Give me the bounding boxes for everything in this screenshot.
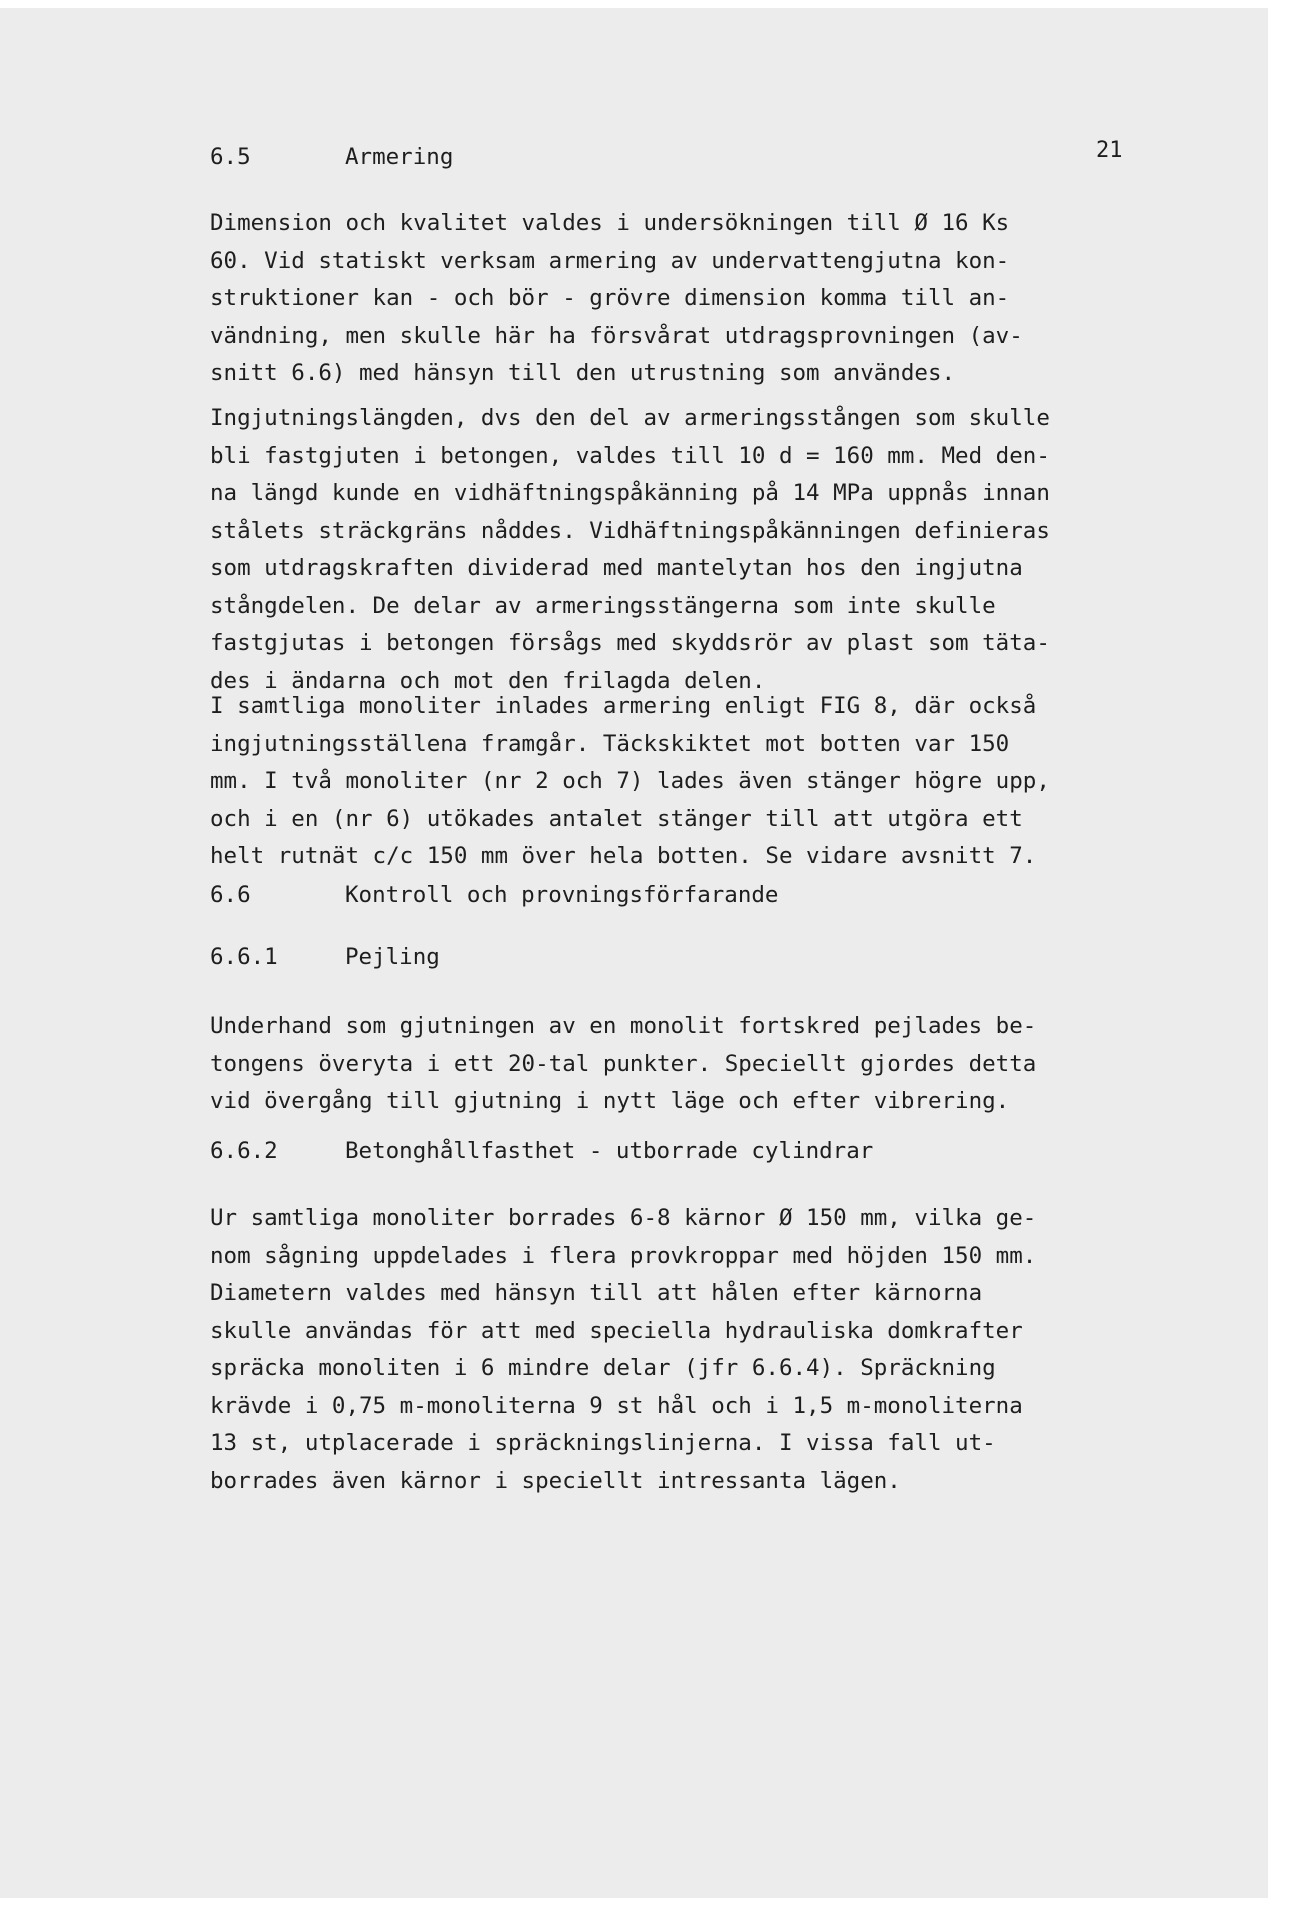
text-line: stålets sträckgräns nåddes. Vidhäftningspåkänningen definieras	[210, 517, 1050, 544]
text-line: spräcka monoliten i 6 mindre delar (jfr 6.6.4). Spräckning	[210, 1355, 996, 1381]
text-line: skulle användas för att med speciella hydrauliska domkrafter	[210, 1317, 1023, 1344]
text-line: stångdelen. De delar av armeringsstängerna som inte skulle	[210, 592, 996, 619]
section-number: 6.6.1	[210, 944, 278, 970]
section-number: 6.5	[210, 144, 251, 170]
text-line: borrades även kärnor i speciellt intressanta lägen.	[210, 1467, 901, 1494]
section-title: Kontroll och provningsförfarande	[345, 882, 779, 908]
text-line: Diametern valdes med hänsyn till att hålen efter kärnorna	[210, 1280, 983, 1306]
section-title: Armering	[345, 144, 454, 170]
text-line: Ur samtliga monoliter borrades 6-8 kärnor Ø 150 mm, vilka ge-	[210, 1205, 1037, 1231]
text-line: ingjutningsställena framgår. Täckskiktet mot botten var 150	[210, 730, 1010, 757]
section-number: 6.6.2	[210, 1138, 278, 1164]
section-title: Pejling	[345, 944, 440, 970]
section-heading-6-5	[210, 144, 453, 170]
text-line: krävde i 0,75 m-monoliterna 9 st hål och i 1,5 m-monoliterna	[210, 1392, 1023, 1419]
text-line: Ingjutningslängden, dvs den del av armeringsstången som skulle	[210, 405, 1050, 431]
text-line: vändning, men skulle här ha försvårat utdragsprovningen (av-	[210, 322, 1023, 349]
text-line: 60. Vid statiskt verksam armering av undervattengjutna kon-	[210, 247, 1010, 274]
text-line: struktioner kan - och bör - grövre dimension komma till an-	[210, 285, 1010, 311]
paragraph-monoliter-armering	[210, 688, 1050, 876]
paragraph-pejling	[210, 1008, 1040, 1121]
page-number: 21	[1096, 138, 1123, 163]
text-line: och i en (nr 6) utökades antalet stänger till att utgöra ett	[210, 805, 1023, 832]
text-line: nom sågning uppdelades i flera provkroppar med höjden 150 mm.	[210, 1242, 1037, 1269]
paragraph-dimension	[210, 205, 1040, 393]
section-title: Betonghållfasthet - utborrade cylindrar	[345, 1138, 874, 1164]
text-line: helt rutnät c/c 150 mm över hela botten. Se vidare avsnitt 7.	[210, 843, 1037, 869]
text-line: Dimension och kvalitet valdes i undersökningen till Ø 16 Ks	[210, 210, 1010, 236]
paragraph-ingjutningslangd	[210, 400, 1050, 700]
section-heading-6-6-1	[210, 944, 440, 970]
section-number: 6.6	[210, 882, 251, 908]
section-heading-6-6	[210, 882, 778, 908]
text-line: snitt 6.6) med hänsyn till den utrustning som användes.	[210, 360, 956, 386]
text-line: 13 st, utplacerade i spräckningslinjerna. I vissa fall ut-	[210, 1430, 996, 1456]
paragraph-betonghallfasthet	[210, 1200, 1040, 1500]
text-line: I samtliga monoliter inlades armering enligt FIG 8, där också	[210, 693, 1037, 719]
text-line: Underhand som gjutningen av en monolit fortskred pejlades be-	[210, 1013, 1037, 1039]
text-line: vid övergång till gjutning i nytt läge och efter vibrering.	[210, 1088, 1010, 1114]
section-heading-6-6-2	[210, 1138, 873, 1164]
text-line: fastgjutas i betongen försågs med skyddsrör av plast som täta-	[210, 630, 1050, 656]
text-line: mm. I två monoliter (nr 2 och 7) lades även stänger högre upp,	[210, 768, 1050, 794]
text-line: som utdragskraften dividerad med mantelytan hos den ingjutna	[210, 555, 1023, 581]
text-line: bli fastgjuten i betongen, valdes till 10 d = 160 mm. Med den-	[210, 442, 1050, 469]
text-line: tongens överyta i ett 20-tal punkter. Speciellt gjordes detta	[210, 1050, 1037, 1077]
text-line: des i ändarna och mot den frilagda delen.	[210, 667, 766, 694]
text-line: na längd kunde en vidhäftningspåkänning på 14 MPa uppnås innan	[210, 480, 1050, 506]
